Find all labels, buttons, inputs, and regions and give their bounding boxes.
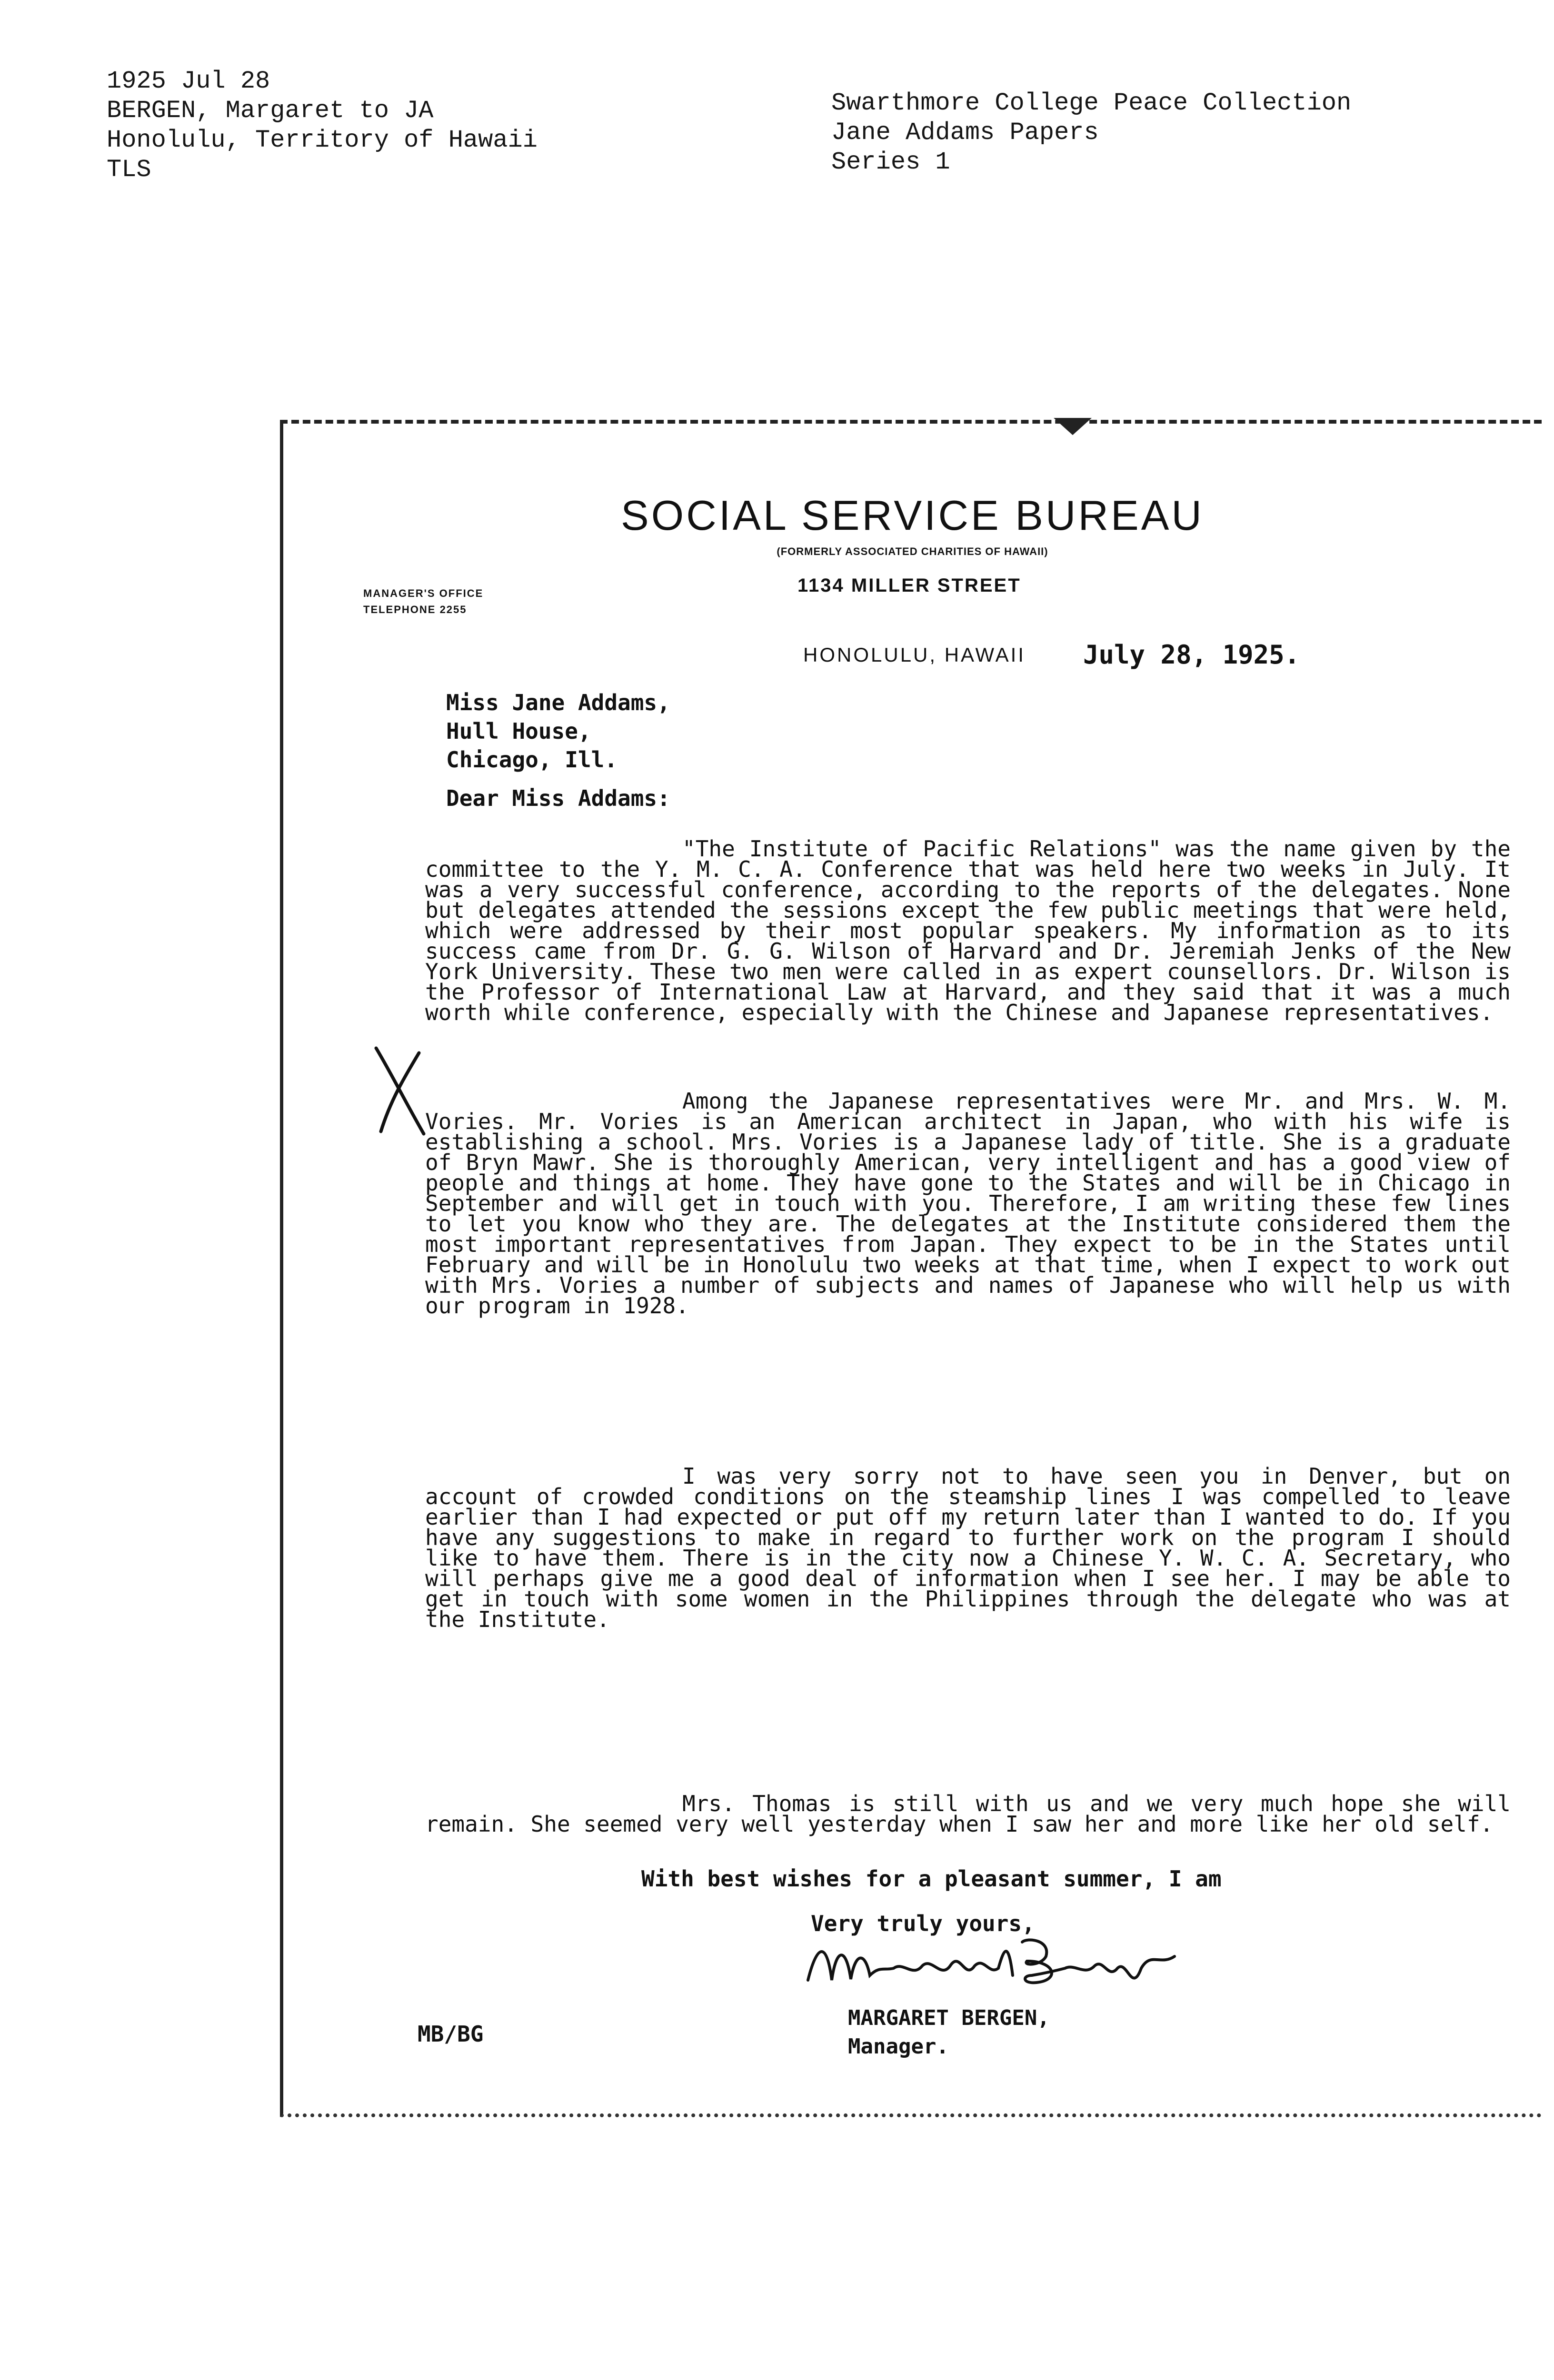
letterhead-street: 1134 MILLER STREET — [797, 575, 1021, 596]
catalog-place: Honolulu, Territory of Hawaii — [107, 126, 538, 154]
papers-name: Jane Addams Papers — [831, 119, 1099, 147]
managers-office — [363, 585, 483, 618]
letterhead-title: SOCIAL SERVICE BUREAU — [621, 492, 1204, 539]
paragraph-text: "The Institute of Pacific Relations" was the name given by the committee to the Y. M. C. A. Conference that was held here two weeks in July. It was a very successful conference, according to the reports of the delegates. None but delegates attended the sessions except the few public meetings that were held, which were addressed by their most popular speakers. My information as to its success came from Dr. G. G. Wilson of Harvard and Dr. Jeremiah Jenks of the New York University. These two men were called in as expert counsellors. Dr. Wilson is the Professor of International Law at Harvard, and they said that it was a much worth while conference, especially with the Chinese and Japanese representatives. — [425, 836, 1511, 1025]
collection-name: Swarthmore College Peace Collection — [831, 89, 1352, 117]
signer-block — [848, 2004, 1050, 2061]
letterhead-formerly: (FORMERLY ASSOCIATED CHARITIES OF HAWAII) — [777, 545, 1048, 557]
office-telephone: TELEPHONE 2255 — [363, 604, 467, 615]
catalog-header-left — [107, 67, 538, 185]
closing-wishes: With best wishes for a pleasant summer, I am — [641, 1866, 1222, 1892]
paragraph-text: Mrs. Thomas is still with us and we very much hope she will remain. She seemed very well yesterday when I saw her and more like her old self. — [425, 1791, 1511, 1837]
catalog-correspondents: BERGEN, Margaret to JA — [107, 97, 434, 125]
reference-initials: MB/BG — [418, 2021, 484, 2047]
recipient-name: Miss Jane Addams, — [446, 690, 670, 715]
recipient-address — [446, 688, 670, 774]
office-label: MANAGER'S OFFICE — [363, 587, 484, 599]
handwritten-signature — [798, 1923, 1189, 2009]
margin-x-mark — [367, 1043, 433, 1139]
recipient-city: Chicago, Ill. — [446, 747, 618, 773]
catalog-date: 1925 Jul 28 — [107, 67, 270, 95]
series-name: Series 1 — [831, 148, 950, 176]
letter-date: July 28, 1925. — [1083, 640, 1300, 670]
catalog-header-right — [831, 89, 1351, 177]
letterhead-city: HONOLULU, HAWAII — [803, 644, 1026, 666]
body-paragraph-1 — [425, 836, 1511, 1025]
complimentary-close: Very truly yours, — [811, 1911, 1035, 1936]
recipient-house: Hull House, — [446, 718, 591, 744]
salutation: Dear Miss Addams: — [446, 785, 670, 811]
catalog-type: TLS — [107, 156, 151, 184]
paragraph-text: Among the Japanese representatives were Mr. and Mrs. W. M. Vories. Mr. Vories is an American architect in Japan, who with his wife is establishing a school. Mrs. Vories is a Japanese lady of title. She is a graduate of Bryn Mawr. She is thoroughly American, very intelligent and has a good view of people and things at home. They have gone to the States and will be in Chicago in September and will get in touch with you. Therefore, I am writing these few lines to let you know who they are. The delegates at the Institute considered them the most important representatives from Japan. They expect to be in the States until February and will be in Honolulu two weeks at that time, when I expect to work out with Mrs. Vories a number of subjects and names of Japanese who will help us with our program in 1928. — [425, 1088, 1511, 1319]
signer-name: MARGARET BERGEN, — [848, 2006, 1050, 2030]
letter-sheet — [280, 420, 1542, 2117]
torn-edge-notch — [1054, 418, 1092, 435]
body-paragraph-2 — [425, 1088, 1511, 1319]
body-paragraph-4 — [425, 1791, 1511, 1837]
signer-title: Manager. — [848, 2034, 949, 2059]
paragraph-text: I was very sorry not to have seen you in Denver, but on account of crowded conditions on the steamship lines I was compelled to leave earlier than I had expected or put off my return later than I wanted to do. If you have any suggestions to make in regard to further work on the program I should like to have them. There is in the city now a Chinese Y. W. C. A. Secretary, who will perhaps give me a good deal of information when I see her. I may be able to get in touch with some women in the Philippines through the delegate who was at the Institute. — [425, 1463, 1511, 1632]
body-paragraph-3 — [425, 1463, 1511, 1632]
